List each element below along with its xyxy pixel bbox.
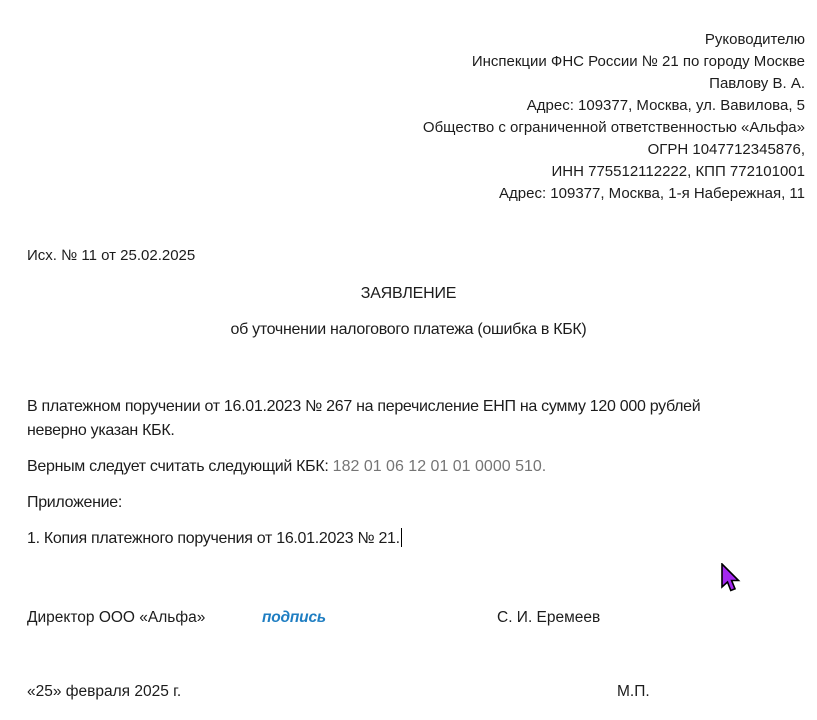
paragraph-payment-error-line1: В платежном поручении от 16.01.2023 № 267 на перечисление ЕНП на сумму 120 000 рублей — [27, 398, 701, 415]
date-row — [27, 681, 817, 703]
header-line-company-name: Общество с ограниченной ответственностью «Альфа» — [422, 119, 805, 136]
correct-kbk-value: 182 01 06 12 01 01 0000 510. — [332, 458, 547, 475]
header-line-inspection: Инспекции ФНС России № 21 по городу Москве — [471, 53, 805, 70]
outgoing-ref-number: Исх. № 11 от 25.02.2025 — [27, 247, 196, 264]
attachment-item-text: 1. Копия платежного поручения от 16.01.2023 № 21. — [27, 530, 400, 547]
paragraph-correct-kbk — [27, 455, 787, 479]
header-line-recipient-address: Адрес: 109377, Москва, ул. Вавилова, 5 — [526, 97, 805, 114]
text-caret — [401, 528, 403, 547]
header-line-recipient-title: Руководителю — [704, 31, 805, 48]
signature-row — [27, 607, 817, 629]
attachment-item — [27, 527, 787, 551]
stamp-place-label: М.П. — [617, 683, 650, 700]
document-subtitle: об уточнении налогового платежа (ошибка в КБК) — [230, 321, 587, 338]
paragraph-payment-error — [27, 395, 787, 443]
header-line-company-address: Адрес: 109377, Москва, 1-я Набережная, 11 — [499, 185, 805, 202]
header-line-ogrn: ОГРН 1047712345876, — [647, 141, 805, 158]
paragraph-payment-error-line2: неверно указан КБК. — [27, 422, 175, 439]
attachment-heading: Приложение: — [27, 494, 122, 511]
document-title: ЗАЯВЛЕНИЕ — [360, 285, 457, 302]
document-header — [0, 0, 817, 205]
signer-role: Директор ООО «Альфа» — [27, 609, 206, 626]
correct-kbk-label: Верным следует считать следующий КБК: — [27, 458, 333, 475]
signature-placeholder: подпись — [262, 609, 326, 626]
header-line-recipient-name: Павлову В. А. — [709, 75, 805, 92]
signer-name: С. И. Еремеев — [497, 609, 601, 626]
header-line-inn-kpp: ИНН 775512112222, КПП 772101001 — [551, 163, 805, 180]
document-date: «25» февраля 2025 г. — [27, 683, 182, 700]
document-body — [27, 395, 787, 551]
mouse-cursor-icon — [719, 563, 741, 596]
